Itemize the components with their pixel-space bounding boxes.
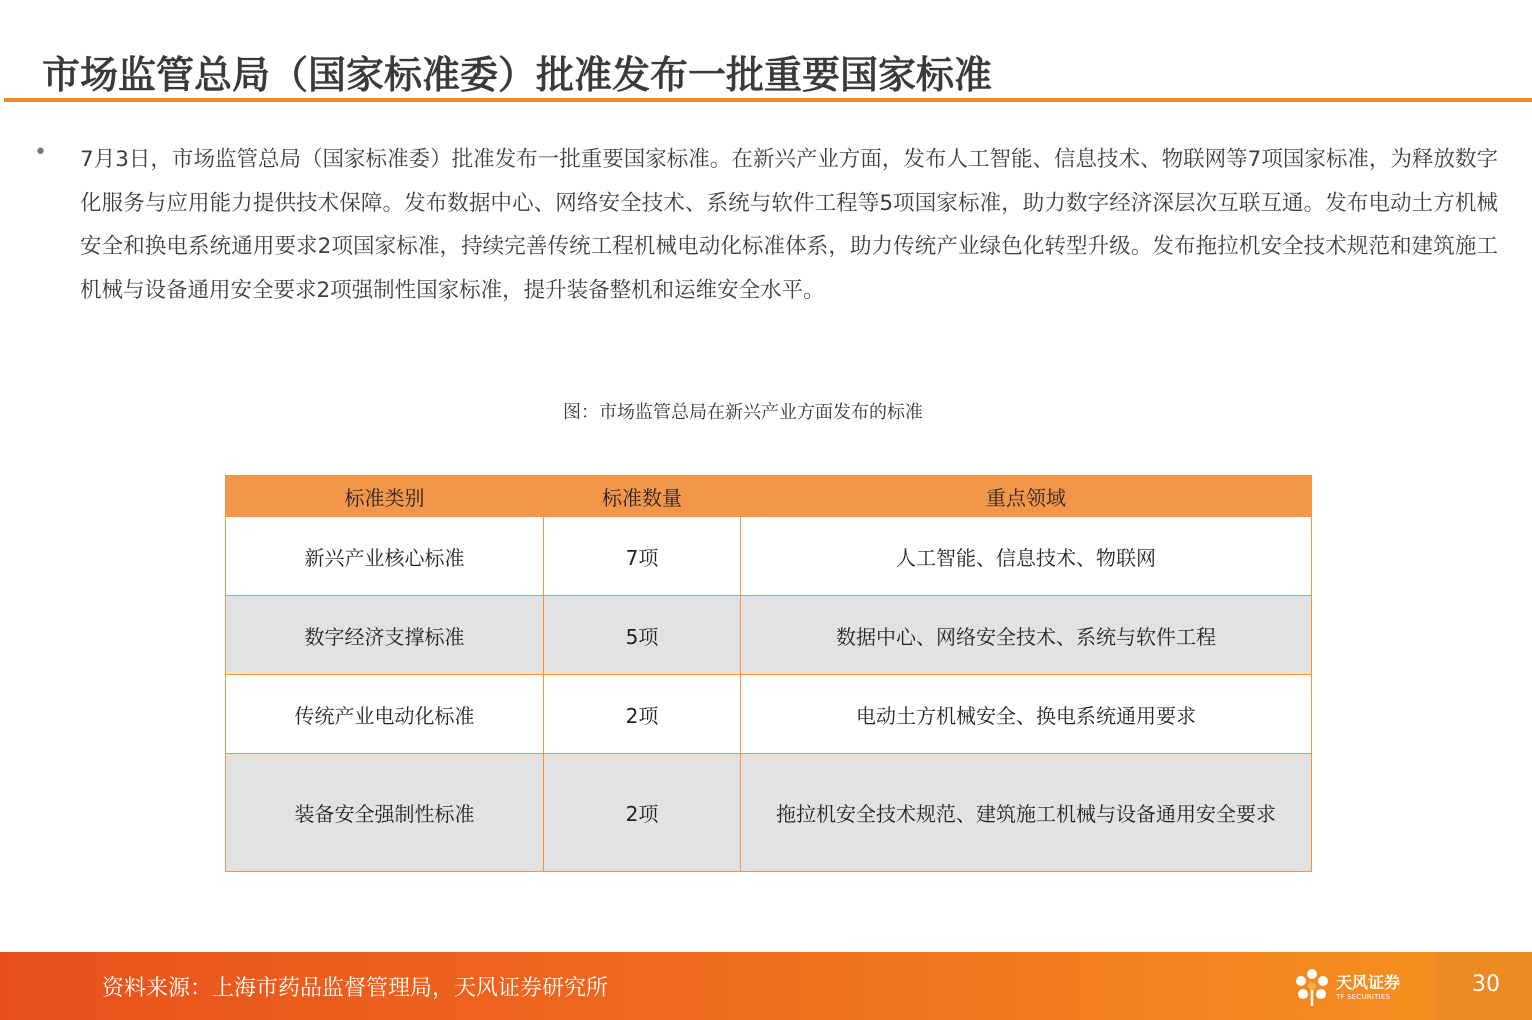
cell-count: 2项	[544, 675, 741, 754]
cell-count: 5项	[544, 596, 741, 675]
header-category: 标准类别	[226, 476, 544, 517]
source-note: 资料来源：上海市药品监督管理局，天风证券研究所	[102, 976, 609, 1001]
bullet-marker: •	[34, 140, 47, 165]
table-row	[226, 517, 1312, 596]
logo-wordmark: 天风证券	[1336, 973, 1401, 992]
cell-focus: 电动土方机械安全、换电系统通用要求	[741, 675, 1312, 754]
logo-english: TF SECURITIES	[1336, 993, 1391, 1001]
table-caption: 图：市场监管总局在新兴产业方面发布的标准	[563, 402, 923, 423]
cell-category: 装备安全强制性标准	[226, 754, 544, 872]
page-number: 30	[1472, 972, 1500, 997]
cell-category: 数字经济支撑标准	[226, 596, 544, 675]
title-divider	[4, 98, 1532, 102]
header-focus: 重点领域	[741, 476, 1312, 517]
table-header-row	[226, 476, 1312, 517]
body-paragraph: 7月3日，市场监管总局（国家标准委）批准发布一批重要国家标准。在新兴产业方面，发布人工智能、信息技术、物联网等7项国家标准，为释放数字化服务与应用能力提供技术保障。发布数据中心、网络安全技术、系统与软件工程等5项国家标准，助力数字经济深层次互联互通。发布电动土方机械安全和换电系统通用要求2项国家标准，持续完善传统工程机械电动化标准体系，助力传统产业绿色化转型升级。发布拖拉机安全技术规范和建筑施工机械与设备通用安全要求2项强制性国家标准，提升装备整机和运维安全水平。	[80, 147, 1498, 303]
cell-count: 7项	[544, 517, 741, 596]
cell-focus: 拖拉机安全技术规范、建筑施工机械与设备通用安全要求	[741, 754, 1312, 872]
cell-count: 2项	[544, 754, 741, 872]
cell-focus: 人工智能、信息技术、物联网	[741, 517, 1312, 596]
cell-category: 传统产业电动化标准	[226, 675, 544, 754]
company-logo	[1292, 966, 1412, 1010]
standards-table	[225, 475, 1312, 872]
table-row	[226, 675, 1312, 754]
page-title: 市场监管总局（国家标准委）批准发布一批重要国家标准	[42, 53, 993, 97]
cell-category: 新兴产业核心标准	[226, 517, 544, 596]
tf-securities-flower-logo-icon	[1292, 966, 1332, 1008]
cell-focus: 数据中心、网络安全技术、系统与软件工程	[741, 596, 1312, 675]
table-row	[226, 754, 1312, 872]
header-count: 标准数量	[544, 476, 741, 517]
table-row	[226, 596, 1312, 675]
footer-bar	[0, 952, 1532, 1020]
